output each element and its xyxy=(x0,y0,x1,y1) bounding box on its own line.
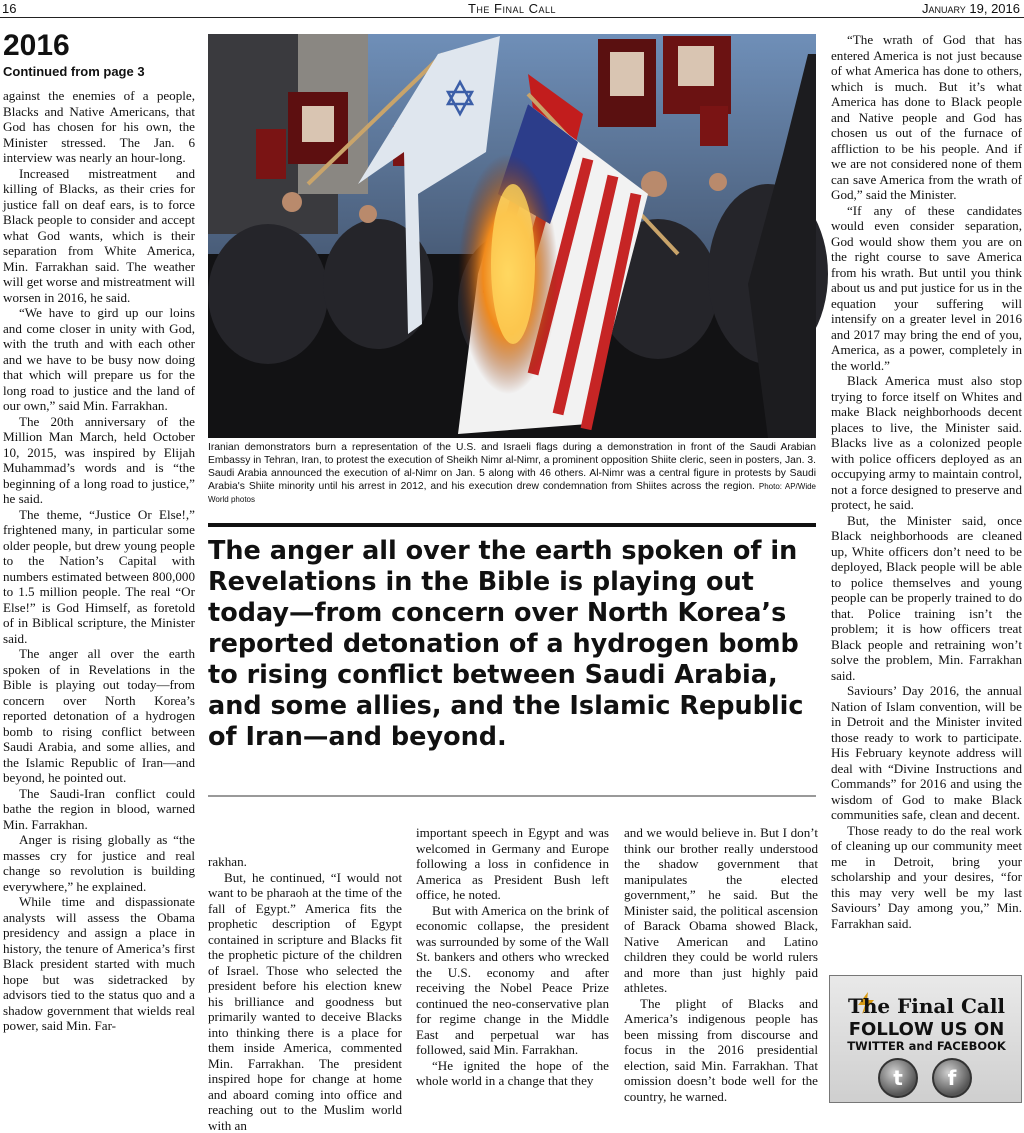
paragraph: The plight of Blacks and America’s indigenous people has been missing from discourse and focus in the 2016 presidential election, said Min. Farrakhan. That omission doesn’t bode well for the country, he warned. xyxy=(624,996,818,1105)
article-column-2 xyxy=(208,854,402,1108)
paragraph: But, he continued, “I would not want to be pharaoh at the time of the fall of Egypt.” America fits the prophetic description of Egypt contained in scripture and Blacks fit the prophetic picture of the children of Israel. Those who selected the president before his election knew his brilliance and goodness but primarily wanted to deceive Blacks into thinking there is a place for them inside America, commented Min. Farrakhan. The president inspired hope for change at home and aboard coming into office and reaching out to the Muslim world with an xyxy=(208,870,402,1133)
paragraph: But, the Minister said, once Black neighborhoods are cleaned up, White officers don’t need to be deployed, Black people will be able to police themselves and young people can be properly trained to do that. Police training isn’t the problem; it is how officers treat Black people and retraining won’t solve the problem, Min. Farrakhan said. xyxy=(831,513,1022,684)
photo-caption xyxy=(208,441,816,506)
article-column-1 xyxy=(3,88,195,1108)
paragraph: Anger is rising globally as “the masses cry for justice and real change so revolution is building everywhere,” he explained. xyxy=(3,832,195,894)
pullquote-top-rule xyxy=(208,523,816,527)
paragraph: “If any of these candidates would even consider separation, God would show them you are on the right course to save America from his wrath. But until you think about us and put justice for us in the equation your suffering will intensify on a greater level in 2016 and 2017 may bring the end of you, America, as a power, completely in the world.” xyxy=(831,203,1022,374)
pull-quote: The anger all over the earth spoken of in Revelations in the Bible is playing out today—from concern over North Korea’s reported detonation of a hydrogen bomb to rising conflict between Saudi Arabia, and some allies, and the Islamic Republic of Iran—and beyond. xyxy=(208,536,816,753)
paragraph: Those ready to do the real work of cleaning up our community meet me in Detroit, bring your scholarship and your desires, “for this may very well be my last Saviours’ Day among you,” Min. Farrakhan said. xyxy=(831,823,1022,932)
paragraph: Increased mistreatment and killing of Blacks, as their cries for justice fall on deaf ears, is to force Black people to consider and accept what God wants, which is their separation from White America, Min. Farrakhan said. The weather will get worse and mistreatment will worsen in 2016, he said. xyxy=(3,166,195,306)
paragraph: The 20th anniversary of the Million Man March, held October 10, 2015, was inspired by Elijah Muhammad’s words and is “the beginning of a long road to justice,” he said. xyxy=(3,414,195,507)
paragraph: against the enemies of a people, Blacks and Native Americans, that God has chosen for his own, the Minister stressed. The Jan. 6 interview was nearly an hour-long. xyxy=(3,88,195,166)
jump-subtitle: Continued from page 3 xyxy=(3,64,145,80)
social-media-ad[interactable] xyxy=(829,975,1022,1103)
issue-date: January 19, 2016 xyxy=(922,0,1020,17)
paragraph: and we would believe in. But I don’t think our brother really understood the shadow government that manipulates the elected government,” he said. But the Minister said, the political ascension of Barack Obama showed Black, Native American and Latino children they could be world rulers and more than just highly paid athletes. xyxy=(624,825,818,996)
paragraph: The anger all over the earth spoken of in Revelations in the Bible is playing out today—from concern over North Korea’s reported detonation of a hydrogen bomb to rising conflict between Saudi Arabia, and some allies, and the Islamic Republic of Iran—and beyond, he pointed out. xyxy=(3,646,195,786)
paragraph: The theme, “Justice Or Else!,” frightened many, in particular some older people, but drew young people to the Nation’s Capital with numbers estimated between 800,000 to 1.5 million people. The real “Or Else!” is God Himself, as foretold of in Biblical scripture, the Minister said. xyxy=(3,507,195,647)
article-column-5 xyxy=(831,32,1022,972)
twitter-icon[interactable]: t xyxy=(878,1058,918,1098)
jump-title: 2016 xyxy=(3,30,70,62)
paragraph: But with America on the brink of economic collapse, the president was surrounded by some of the Wall St. bankers and others who wrecked the U.S. economy and after receiving the Nobel Peace Prize continued the neo-conservative plan for regime change in the Middle East and perpetual war has followed, said Min. Farrakhan. xyxy=(416,903,609,1058)
ad-brand: The Final Call xyxy=(830,994,1023,1018)
paragraph: Saviours’ Day 2016, the annual Nation of Islam convention, will be in Detroit and the Minister invited those ready to work to participate. His February keynote address will deal with “Divine Instructions and Commands” for 2016 and using the wisdom of God to make Black communities safe, clean and decent. xyxy=(831,683,1022,823)
publication-name: The Final Call xyxy=(0,0,1024,17)
paragraph: Black America must also stop trying to force itself on Whites and make Black neighborhoods decent places to live, the Minister said. Blacks live as a colonized people with police officers deployed as an occupying army to maintain control, not a force designed to preserve and protect, he said. xyxy=(831,373,1022,513)
paragraph: “The wrath of God that has entered America is not just because of what America has done to others, which is much. But it’s what America has done to Black people and Native people and God has chosen us out of the furnace of affliction to be his people. And if we are not considered none of them can save America from the wrath of God,” said the Minister. xyxy=(831,32,1022,203)
paragraph: The Saudi-Iran conflict could bathe the region in blood, warned Min. Farrakhan. xyxy=(3,786,195,833)
photo-credit: Photo: AP/Wide World photos xyxy=(208,482,816,504)
article-column-4 xyxy=(624,825,818,1108)
article-column-3 xyxy=(416,825,609,1108)
caption-text: Iranian demonstrators burn a representation of the U.S. and Israeli flags during a demonstration in front of the Saudi Arabian Embassy in Tehran, Iran, to protest the execution of Sheikh Nimr al-Nimr, a prominent opposition Shiite cleric, seen in posters, Jan. 3. Saudi Arabia announced the execution of al-Nimr on Jan. 5 along with 46 others. Al-Nimr was a central figure in protests by Saudi Arabia's Shiite minority until his arrest in 2012, and his execution drew condemnation from Shiites across the region. xyxy=(208,442,816,492)
paragraph: important speech in Egypt and was welcomed in Germany and Europe following a loss in confidence in America as President Bush left office, he noted. xyxy=(416,825,609,903)
news-photo xyxy=(208,34,816,438)
paragraph: rakhan. xyxy=(208,854,402,870)
pullquote-bottom-rule xyxy=(208,795,816,797)
ad-subline: TWITTER and FACEBOOK xyxy=(830,1039,1023,1053)
ad-headline: FOLLOW US ON xyxy=(830,1021,1023,1039)
facebook-icon[interactable]: f xyxy=(932,1058,972,1098)
page-header xyxy=(0,0,1024,18)
paragraph: While time and dispassionate analysts will assess the Obama presidency and assign a place in history, the tenure of America’s first Black president started with much hope but was sidetracked by advisors tied to the status quo and a shadow government that wields real power, said Min. Far- xyxy=(3,894,195,1034)
paragraph: “We have to gird up our loins and come closer in unity with God, with the truth and with each other and we have to be busy now doing that which will prepare us for the long road to justice and the land of our own,” said Min. Farrakhan. xyxy=(3,305,195,414)
paragraph: “He ignited the hope of the whole world in a change that they xyxy=(416,1058,609,1089)
page-number: 16 xyxy=(2,0,16,17)
